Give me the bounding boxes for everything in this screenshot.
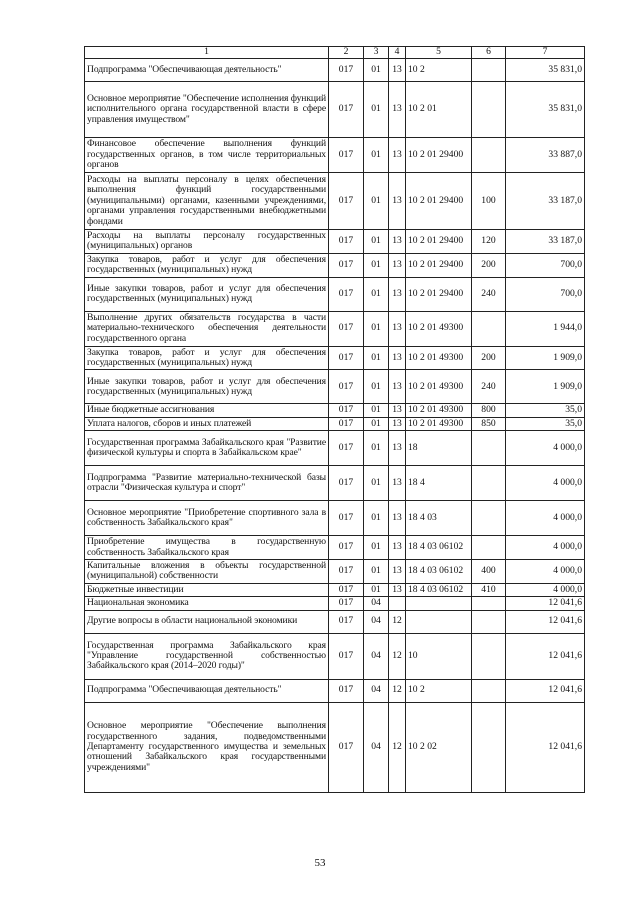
table-row [85,230,585,254]
row-section-code: 01 [364,370,389,404]
row-name: Основное мероприятие "Обеспечение выполнения государственного задания, подведомственными Департаменту государственного имущества и земельных отношений Забайкальского края государственными учреждениями" [85,702,329,792]
row-name: Уплата налогов, сборов и иных платежей [85,417,329,430]
row-section-code: 01 [364,230,389,254]
table-row [85,702,585,792]
row-amount: 12 041,6 [506,679,585,702]
row-name: Иные закупки товаров, работ и услуг для обеспечения государственных (муниципальных) нужд [85,277,329,311]
row-subsection-code: 13 [389,466,406,501]
table-row [85,311,585,346]
row-target-article: 18 4 03 [406,501,472,536]
row-name: Закупка товаров, работ и услуг для обеспечения государственных (муниципальных) нужд [85,346,329,370]
row-admin-code: 017 [329,230,364,254]
row-amount: 4 000,0 [506,536,585,560]
row-section-code: 01 [364,466,389,501]
row-admin-code: 017 [329,417,364,430]
table-row [85,597,585,610]
row-subsection-code: 13 [389,253,406,277]
row-subsection-code: 13 [389,583,406,596]
table-row [85,679,585,702]
row-amount: 35 831,0 [506,59,585,82]
col-header-name: 1 [85,47,329,59]
row-section-code: 01 [364,536,389,560]
row-name: Расходы на выплаты персоналу государственных (муниципальных) органов [85,230,329,254]
row-target-article: 10 2 01 29400 [406,253,472,277]
row-target-article: 10 2 01 29400 [406,230,472,254]
row-target-article: 10 2 [406,59,472,82]
row-target-article: 10 2 [406,679,472,702]
row-expense-type: 410 [472,583,506,596]
row-admin-code: 017 [329,583,364,596]
row-section-code: 01 [364,404,389,417]
row-expense-type [472,501,506,536]
row-section-code: 01 [364,560,389,584]
row-name: Государственная программа Забайкальского края "Управление государственной собственностью Забайкальского края (2014–2020 годы)" [85,633,329,679]
col-header-target-article: 5 [406,47,472,59]
row-section-code: 04 [364,597,389,610]
row-expense-type: 800 [472,404,506,417]
row-subsection-code: 12 [389,679,406,702]
row-expense-type [472,597,506,610]
row-target-article: 10 2 02 [406,702,472,792]
row-admin-code: 017 [329,370,364,404]
table-row [85,346,585,370]
header-row [85,47,585,59]
row-amount: 1 944,0 [506,311,585,346]
row-admin-code: 017 [329,138,364,173]
row-subsection-code: 13 [389,560,406,584]
row-name: Расходы на выплаты персоналу в целях обеспечения выполнения функций государственными (муниципальными) органами, казенными учреждениями, органами управления государственными внебюджетными фондами [85,173,329,230]
row-name: Другие вопросы в области национальной экономики [85,610,329,633]
row-amount: 12 041,6 [506,610,585,633]
row-amount: 33 187,0 [506,230,585,254]
row-section-code: 01 [364,138,389,173]
row-section-code: 04 [364,702,389,792]
row-name: Подпрограмма "Обеспечивающая деятельность" [85,679,329,702]
row-subsection-code: 12 [389,702,406,792]
row-section-code: 01 [364,59,389,82]
row-amount: 700,0 [506,253,585,277]
table-row [85,277,585,311]
table-row [85,59,585,82]
row-section-code: 04 [364,633,389,679]
row-target-article: 10 2 01 29400 [406,277,472,311]
row-expense-type [472,466,506,501]
row-amount: 4 000,0 [506,560,585,584]
row-target-article: 18 4 03 06102 [406,583,472,596]
row-name: Подпрограмма "Развитие материально-технической базы отрасли "Физическая культура и спорт" [85,466,329,501]
row-target-article: 10 2 01 49300 [406,311,472,346]
row-admin-code: 017 [329,560,364,584]
table-row [85,560,585,584]
row-section-code: 01 [364,253,389,277]
table-row [85,536,585,560]
row-target-article: 10 2 01 49300 [406,417,472,430]
row-section-code: 01 [364,277,389,311]
row-subsection-code: 13 [389,277,406,311]
row-name: Национальная экономика [85,597,329,610]
page-number: 53 [314,857,326,869]
row-name: Закупка товаров, работ и услуг для обеспечения государственных (муниципальных) нужд [85,253,329,277]
table-row [85,138,585,173]
row-expense-type [472,633,506,679]
row-section-code: 01 [364,583,389,596]
row-amount: 33 187,0 [506,173,585,230]
table-row [85,404,585,417]
row-name: Основное мероприятие "Обеспечение исполнения функций исполнительного органа государственной власти в сфере управления имуществом" [85,82,329,138]
row-subsection-code: 13 [389,311,406,346]
col-header-amount: 7 [506,47,585,59]
row-expense-type [472,59,506,82]
row-amount: 1 909,0 [506,346,585,370]
row-admin-code: 017 [329,431,364,466]
row-subsection-code: 13 [389,501,406,536]
row-section-code: 04 [364,679,389,702]
row-admin-code: 017 [329,633,364,679]
row-admin-code: 017 [329,59,364,82]
row-expense-type: 200 [472,253,506,277]
row-subsection-code: 13 [389,230,406,254]
row-subsection-code: 13 [389,370,406,404]
row-amount: 12 041,6 [506,702,585,792]
row-amount: 12 041,6 [506,633,585,679]
row-expense-type [472,679,506,702]
col-header-expense-type: 6 [472,47,506,59]
row-admin-code: 017 [329,536,364,560]
row-admin-code: 017 [329,610,364,633]
row-admin-code: 017 [329,597,364,610]
row-section-code: 01 [364,82,389,138]
row-target-article: 18 4 03 06102 [406,536,472,560]
row-section-code: 01 [364,417,389,430]
row-amount: 4 000,0 [506,583,585,596]
row-amount: 33 887,0 [506,138,585,173]
row-expense-type [472,536,506,560]
row-target-article: 10 [406,633,472,679]
row-expense-type [472,138,506,173]
row-name: Основное мероприятие "Приобретение спортивного зала в собственность Забайкальского края" [85,501,329,536]
row-amount: 4 000,0 [506,501,585,536]
row-expense-type [472,311,506,346]
row-amount: 12 041,6 [506,597,585,610]
table-row [85,253,585,277]
row-admin-code: 017 [329,253,364,277]
row-expense-type: 400 [472,560,506,584]
row-name: Государственная программа Забайкальского края "Развитие физической культуры и спорта в Забайкальском крае" [85,431,329,466]
row-target-article [406,610,472,633]
row-target-article: 10 2 01 29400 [406,138,472,173]
row-expense-type [472,610,506,633]
row-subsection-code: 13 [389,82,406,138]
row-admin-code: 017 [329,346,364,370]
table-row [85,417,585,430]
table-row [85,431,585,466]
row-admin-code: 017 [329,679,364,702]
row-name: Иные закупки товаров, работ и услуг для обеспечения государственных (муниципальных) нужд [85,370,329,404]
row-admin-code: 017 [329,501,364,536]
row-target-article: 10 2 01 49300 [406,404,472,417]
row-admin-code: 017 [329,466,364,501]
row-target-article: 10 2 01 [406,82,472,138]
row-expense-type: 120 [472,230,506,254]
row-expense-type: 850 [472,417,506,430]
row-subsection-code [389,597,406,610]
row-admin-code: 017 [329,702,364,792]
row-expense-type: 200 [472,346,506,370]
row-name: Подпрограмма "Обеспечивающая деятельность" [85,59,329,82]
row-amount: 4 000,0 [506,431,585,466]
row-section-code: 01 [364,311,389,346]
row-expense-type: 240 [472,370,506,404]
row-expense-type: 100 [472,173,506,230]
row-expense-type [472,702,506,792]
row-name: Финансовое обеспечение выполнения функций государственных органов, в том числе территориальных органов [85,138,329,173]
row-expense-type [472,431,506,466]
row-amount: 35,0 [506,417,585,430]
row-subsection-code: 13 [389,431,406,466]
row-admin-code: 017 [329,311,364,346]
row-name: Иные бюджетные ассигнования [85,404,329,417]
budget-table [84,46,585,793]
row-subsection-code: 13 [389,536,406,560]
table-row [85,370,585,404]
row-section-code: 04 [364,610,389,633]
row-section-code: 01 [364,173,389,230]
row-admin-code: 017 [329,404,364,417]
col-header-subsection: 4 [389,47,406,59]
row-section-code: 01 [364,346,389,370]
row-target-article: 18 4 [406,466,472,501]
row-amount: 4 000,0 [506,466,585,501]
row-target-article: 10 2 01 49300 [406,346,472,370]
row-subsection-code: 13 [389,417,406,430]
table-row [85,583,585,596]
row-subsection-code: 12 [389,633,406,679]
col-header-admin: 2 [329,47,364,59]
row-subsection-code: 13 [389,346,406,370]
row-amount: 1 909,0 [506,370,585,404]
table-row [85,82,585,138]
row-subsection-code: 13 [389,404,406,417]
table-body [85,59,585,793]
row-target-article: 10 2 01 49300 [406,370,472,404]
row-subsection-code: 13 [389,59,406,82]
row-subsection-code: 13 [389,173,406,230]
row-name: Приобретение имущества в государственную собственность Забайкальского края [85,536,329,560]
row-subsection-code: 12 [389,610,406,633]
row-target-article [406,597,472,610]
table-row [85,633,585,679]
table-row [85,501,585,536]
row-name: Капитальные вложения в объекты государственной (муниципальной) собственности [85,560,329,584]
row-amount: 700,0 [506,277,585,311]
row-target-article: 10 2 01 29400 [406,173,472,230]
row-section-code: 01 [364,431,389,466]
row-name: Бюджетные инвестиции [85,583,329,596]
row-name: Выполнение других обязательств государства в части материально-технического обеспечения деятельности государственного органа [85,311,329,346]
row-admin-code: 017 [329,277,364,311]
row-target-article: 18 [406,431,472,466]
row-section-code: 01 [364,501,389,536]
document-page [84,46,584,793]
row-admin-code: 017 [329,173,364,230]
table-row [85,173,585,230]
row-subsection-code: 13 [389,138,406,173]
row-amount: 35,0 [506,404,585,417]
col-header-section: 3 [364,47,389,59]
row-target-article: 18 4 03 06102 [406,560,472,584]
row-expense-type [472,82,506,138]
table-row [85,610,585,633]
row-amount: 35 831,0 [506,82,585,138]
row-admin-code: 017 [329,82,364,138]
table-row [85,466,585,501]
row-expense-type: 240 [472,277,506,311]
